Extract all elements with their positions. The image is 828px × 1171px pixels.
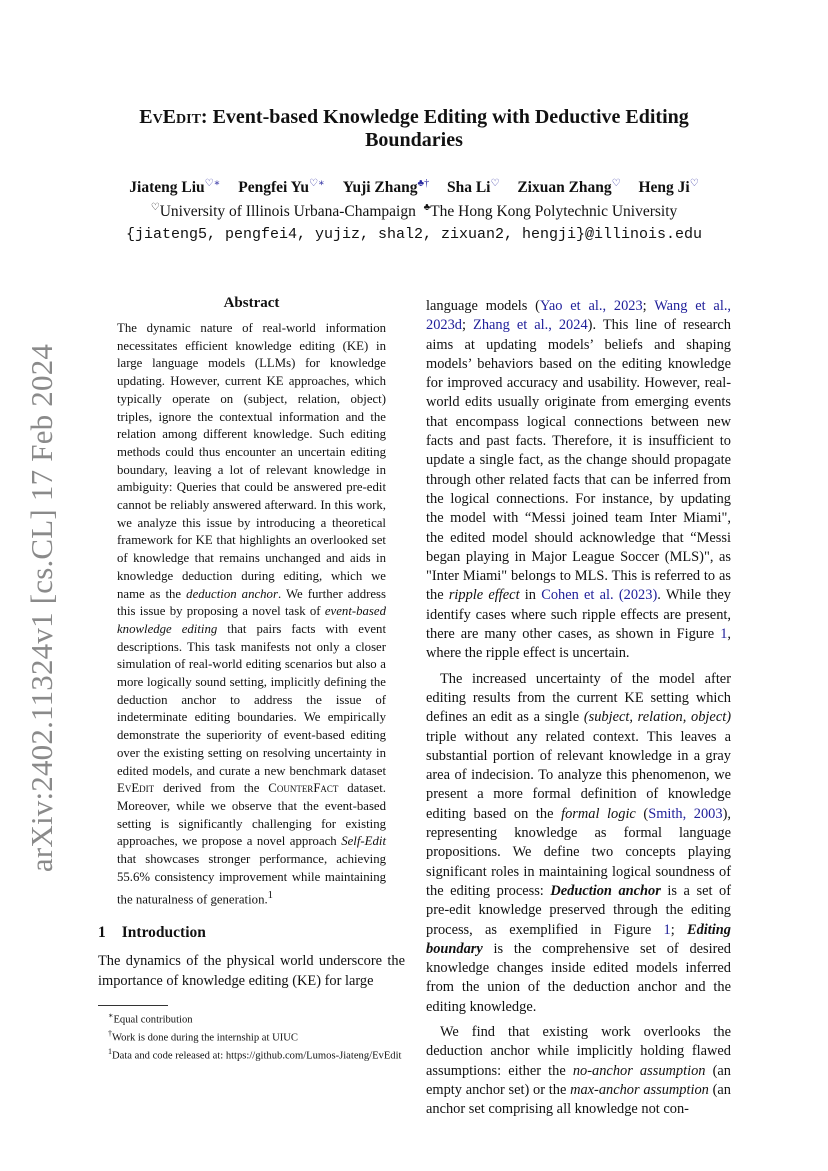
citation-link[interactable]: Smith, 2003 — [648, 805, 723, 822]
author-list — [90, 178, 738, 197]
left-column — [98, 295, 405, 1062]
author-emails: {jiateng5, pengfei4, yujiz, shal2, zixuan2, hengji}@illinois.edu — [125, 226, 703, 243]
footnote: †Work is done during the internship at UIUC — [108, 1028, 298, 1044]
affiliation-polyu: The Hong Kong Polytechnic University — [430, 203, 678, 221]
figure-link[interactable]: 1 — [720, 626, 728, 643]
intro-paragraph: The increased uncertainty of the model after editing results from the current KE setting which defines an edit as a single (subject, relation, object) triple without any related context. This leaves a substantial portion of relevant knowledge in a gray area of indecision. To analyze this phenomenon, we present a more formal definition of knowledge editing based on the formal logic (Smith, 2003), representing knowledge as formal language propositions. We define two concepts playing significant roles in maintaining logical soundness of the editing process: Deduction anchor is a set of pre-edit knowledge preserved through the editing process, as exemplified in Figure 1; Editing boundary is the comprehensive set of desired knowledge changes inside edited models inferred from the union of the deduction anchor and the editing knowledge. — [426, 670, 732, 1015]
citation-link[interactable]: Zhang et al., 2024 — [473, 317, 588, 334]
intro-paragraph: The dynamics of the physical world underscore the importance of knowledge editing (KE) for large — [98, 953, 405, 989]
intro-paragraph: We find that existing work overlooks the deduction anchor while implicitly holding flawed assumptions: either the no-anchor assumption (an empty anchor set) or the max-anchor assumption (an anchor set comprising all knowledge not con- — [426, 1023, 731, 1118]
abstract-heading: Abstract — [223, 295, 280, 311]
author: Yuji Zhang♣† — [342, 178, 430, 197]
author: Heng Ji♡ — [638, 178, 699, 197]
title-brand: EvEdit — [139, 106, 201, 128]
title-rest: : Event-based Knowledge Editing with Deductive Editing Boundaries — [200, 106, 689, 151]
footnote: ∗Equal contribution — [108, 1011, 193, 1026]
affiliation-uiuc: University of Illinois Urbana-Champaign — [159, 203, 416, 221]
citation-link[interactable]: (2023) — [618, 587, 658, 604]
author: Sha Li♡ — [446, 178, 500, 197]
author: Jiateng Liu♡∗ — [129, 178, 221, 197]
abstract-text: The dynamic nature of real-world information necessitates efficient knowledge editing (KE) in large language models (LLMs) for knowledge updating. However, current KE approaches, which typically operate on (subject, relation, object) triples, ignore the contextual information and the relation among different knowledge. Such editing methods could thus encounter an uncertain editing boundary, leaving a lot of relevant knowledge in ambiguity: Queries that could be answered pre-edit cannot be reliably answered afterward. In this work, we analyze this issue by introducing a theoretical framework for KE that highlights an overlooked set of knowledge that remains unchanged and aids in knowledge deduction during editing, which we name as the deduction anchor. We further address this issue by proposing a novel task of event-based knowledge editing that pairs facts with event descriptions. This task manifests not only a closer simulation of real-world editing scenarios but also a more logically sound setting, implicitly defining the deduction anchor to address the issue of indeterminate editing boundaries. We empirically demonstrate the superiority of event-based editing over the existing setting on resolving uncertainty in edited models, and curate a new benchmark dataset EvEdit derived from the CounterFact dataset. Moreover, while we observe that the event-based setting is significantly challenging for existing approaches, we propose a novel approach Self-Edit that showcases stronger performance, achieving 55.6% consistency improvement while maintaining the naturalness of generation.$^1$ — [117, 321, 387, 906]
affiliations: ♡University of Illinois Urbana-Champaign ♣The Hong Kong Polytechnic University — [150, 202, 678, 221]
citation-link[interactable]: Cohen et al. — [541, 587, 614, 604]
intro-paragraph: language models (Yao et al., 2023; Wang et al., 2023d; Zhang et al., 2024). This line of research aims at updating models’ beliefs and shaping models’ behaviors based on the editing knowledge for improved accuracy and usability. However, real-world edits usually originate from emerging events that encompass logical connections between new facts and past facts. Therefore, it is insufficient to update a single fact, as the change should propagate through other related facts that can be inferred from the logical connections. For instance, by updating the model with “Messi joined team Inter Miami", the edited model should acknowledge that “Messi began playing in Major League Soccer (MLS)", as "Inter Miami" belongs to MLS. This is referred to as the ripple effect in Cohen et al. (2023). While they identify cases where such ripple effects are present, there are many other cases, as shown in Figure 1, where the ripple effect is uncertain. — [426, 298, 732, 662]
paper-title — [90, 106, 738, 152]
section-heading-introduction: 1 Introduction — [98, 924, 206, 942]
author: Zixuan Zhang♡ — [517, 178, 621, 197]
footnote-ref[interactable]: 1 — [267, 889, 273, 901]
footnote-divider — [98, 1005, 168, 1006]
citation-link[interactable]: Yao et al., 2023 — [539, 298, 643, 314]
citation-link[interactable]: Wang et al., 2023d — [426, 298, 732, 334]
arxiv-sidebar — [12, 343, 72, 873]
figure-link[interactable]: 1 — [663, 921, 671, 938]
author: Pengfei Yu♡∗ — [238, 178, 325, 197]
arxiv-identifier: arXiv:2402.11324v1 [cs.CL] 17 Feb 2024 — [24, 343, 59, 873]
footnote: $^1$Data and code released at: https://github.com/Lumos-Jiateng/EvEdit — [108, 1046, 402, 1062]
right-column — [426, 297, 731, 1119]
